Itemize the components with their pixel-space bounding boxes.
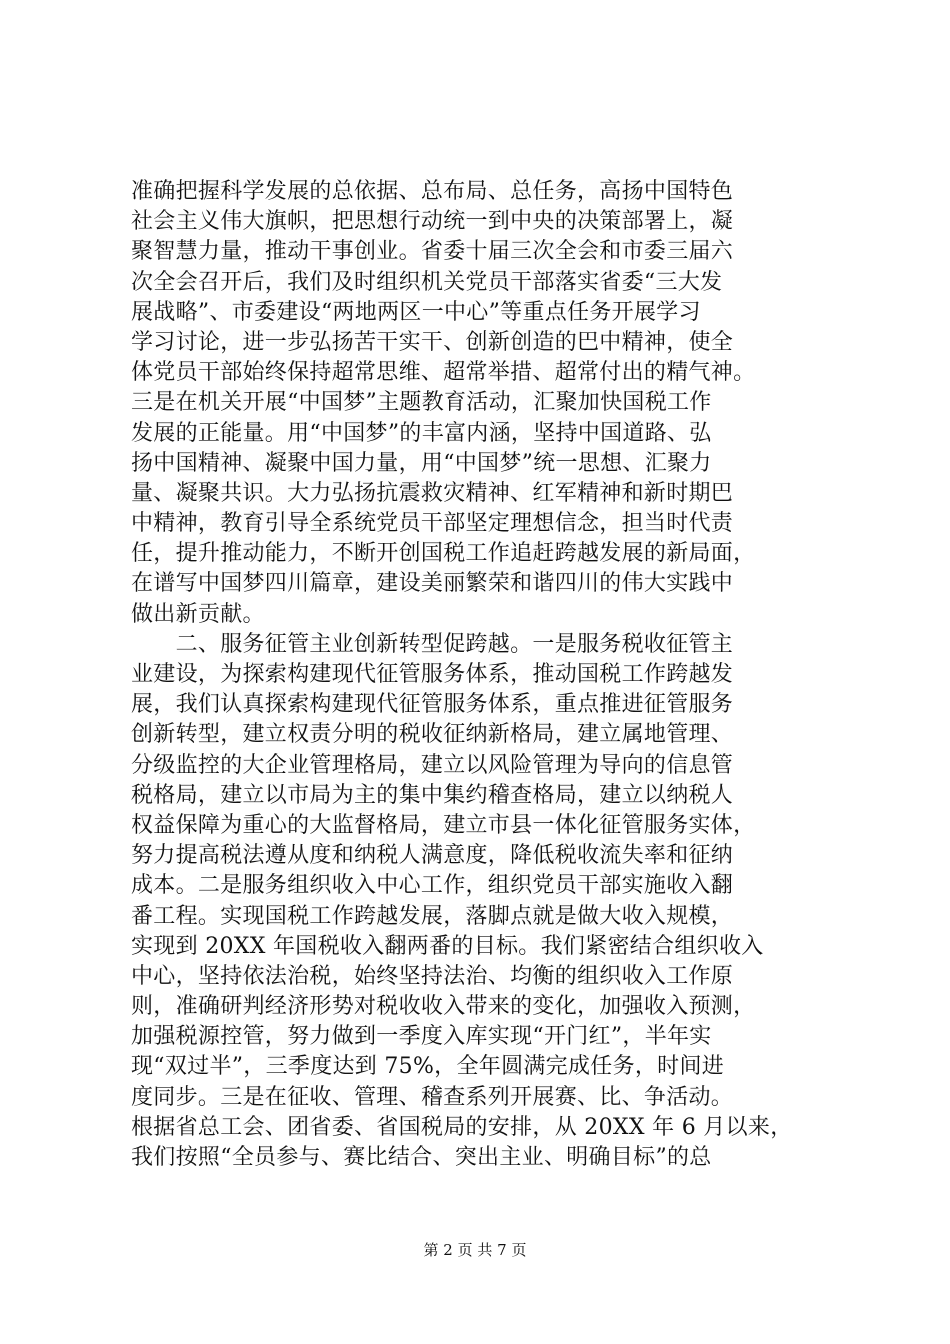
body-line: 根据省总工会、团省委、省国税局的安排，从 20XX 年 6 月以来，	[131, 1114, 793, 1140]
body-line: 现“双过半”，三季度达到 75%，全年圆满完成任务，时间进	[131, 1054, 725, 1080]
body-line: 发展的正能量。用“中国梦”的丰富内涵，坚持中国道路、弘	[131, 420, 712, 446]
body-line: 实现到 20XX 年国税收入翻两番的目标。我们紧密结合组织收入	[131, 933, 764, 959]
body-line: 我们按照“全员参与、赛比结合、突出主业、明确目标”的总	[131, 1145, 712, 1170]
body-line: 度同步。三是在征收、管理、稽查系列开展赛、比、争活动。	[131, 1084, 734, 1110]
body-line: 二、服务征管主业创新转型促跨越。一是服务税收征管主	[131, 631, 734, 657]
body-line: 任，提升推动能力，不断开创国税工作追赶跨越发展的新局面，	[131, 541, 756, 567]
body-line: 展战略”、市委建设“两地两区一中心”等重点任务开展学习	[131, 299, 701, 325]
body-line: 次全会召开后，我们及时组织机关党员干部落实省委“三大发	[131, 269, 723, 295]
body-line: 创新转型，建立权责分明的税收征纳新格局，建立属地管理、	[131, 722, 734, 748]
body-line: 则，准确研判经济形势对税收收入带来的变化，加强收入预测，	[131, 994, 756, 1020]
body-line: 量、凝聚共识。大力弘扬抗震救灾精神、红军精神和新时期巴	[131, 480, 734, 506]
body-line: 体党员干部始终保持超常思维、超常举措、超常付出的精气神。	[131, 360, 756, 386]
body-line: 准确把握科学发展的总依据、总布局、总任务，高扬中国特色	[131, 179, 734, 204]
page-footer: 第 2 页 共 7 页	[423, 1241, 527, 1259]
body-line: 努力提高税法遵从度和纳税人满意度，降低税收流失率和征纳	[131, 843, 734, 869]
body-line: 社会主义伟大旗帜，把思想行动统一到中央的决策部署上，凝	[131, 209, 734, 235]
body-line: 业建设，为探索构建现代征管服务体系，推动国税工作跨越发	[131, 662, 734, 687]
body-line: 三是在机关开展“中国梦”主题教育活动，汇聚加快国税工作	[131, 390, 712, 416]
body-line: 中心，坚持依法治税，始终坚持法治、均衡的组织收入工作原	[131, 963, 734, 989]
body-line: 做出新贡献。	[131, 601, 265, 627]
body-text	[131, 177, 831, 1173]
body-line: 加强税源控管，努力做到一季度入库实现“开门红”，半年实	[131, 1024, 712, 1050]
body-line: 权益保障为重心的大监督格局，建立市县一体化征管服务实体，	[131, 812, 756, 838]
body-line: 中精神，教育引导全系统党员干部坚定理想信念，担当时代责	[131, 511, 734, 537]
body-line: 分级监控的大企业管理格局，建立以风险管理为导向的信息管	[131, 752, 734, 778]
body-line: 学习讨论，进一步弘扬苦干实干、创新创造的巴中精神，使全	[131, 329, 734, 355]
body-line: 番工程。实现国税工作跨越发展，落脚点就是做大收入规模，	[131, 903, 734, 929]
body-line: 成本。二是服务组织收入中心工作，组织党员干部实施收入翻	[131, 873, 734, 899]
body-line: 在谱写中国梦四川篇章，建设美丽繁荣和谐四川的伟大实践中	[131, 571, 734, 597]
body-line: 扬中国精神、凝聚中国力量，用“中国梦”统一思想、汇聚力	[131, 450, 712, 476]
body-line: 聚智慧力量，推动干事创业。省委十届三次全会和市委三届六	[131, 239, 734, 265]
body-line: 展，我们认真探索构建现代征管服务体系，重点推进征管服务	[131, 692, 734, 718]
body-line: 税格局，建立以市局为主的集中集约稽查格局，建立以纳税人	[131, 782, 734, 808]
